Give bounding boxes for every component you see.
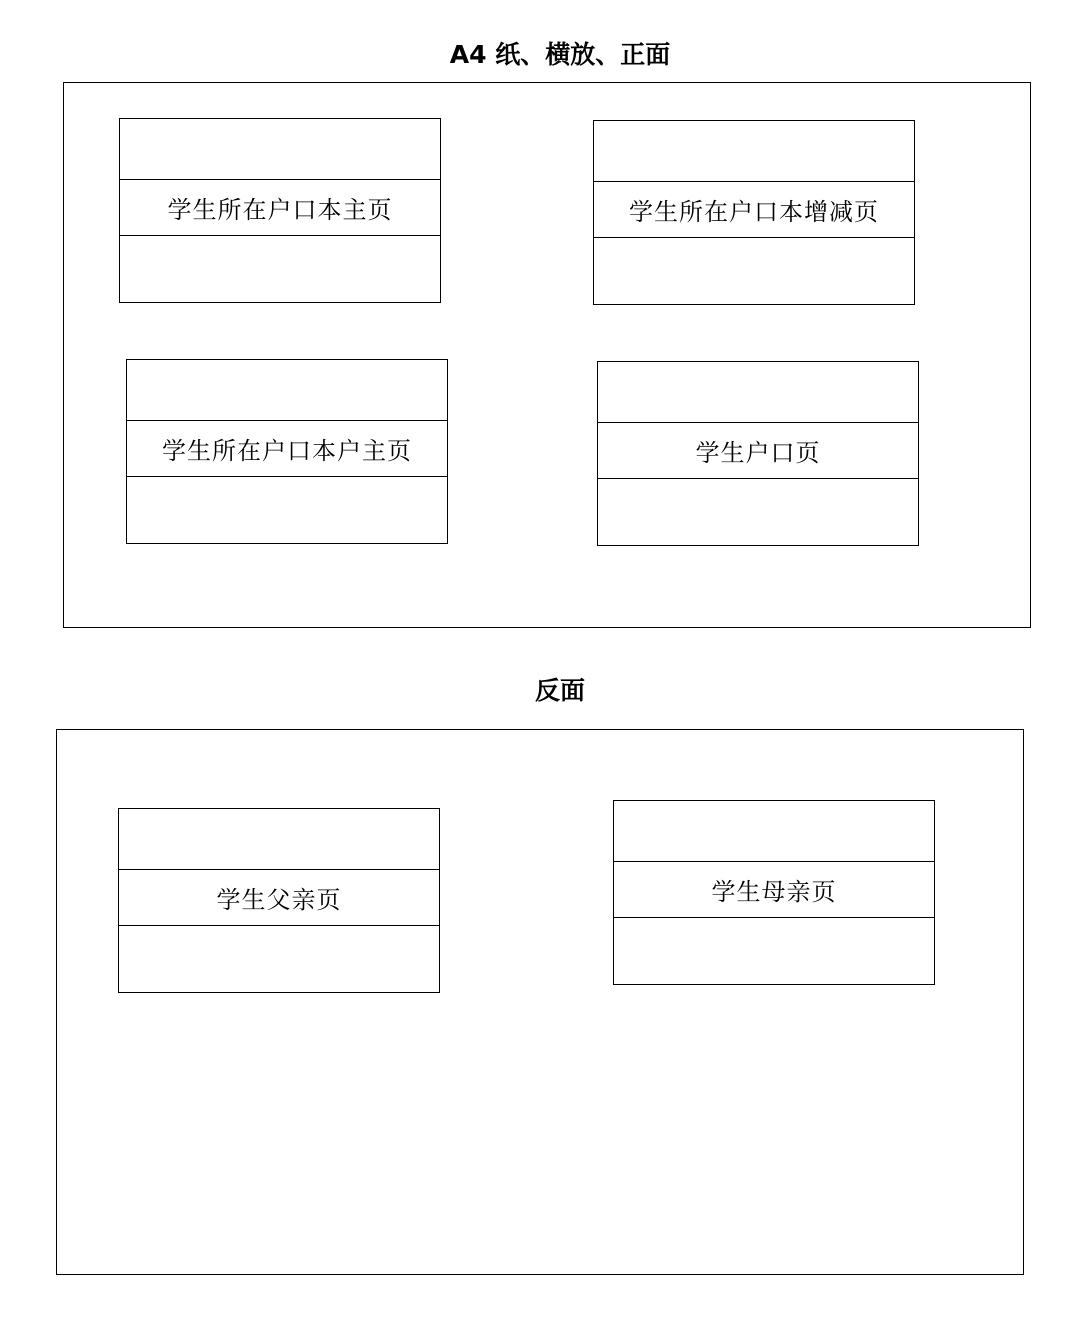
page-box-label: 学生所在户口本户主页 bbox=[162, 437, 412, 465]
page-box-label-band bbox=[119, 870, 439, 926]
front-side-title: A4 纸、横放、正面 bbox=[449, 40, 671, 69]
page-box-top-band bbox=[120, 119, 440, 180]
page-box-label: 学生所在户口本增减页 bbox=[629, 198, 879, 226]
front-sheet-outline bbox=[63, 82, 1031, 628]
page-box-label: 学生母亲页 bbox=[711, 878, 837, 906]
page-box-top-band bbox=[127, 360, 447, 421]
mother-page-box bbox=[613, 800, 935, 985]
back-side-title: 反面 bbox=[534, 676, 585, 705]
page-box-bottom-band bbox=[119, 926, 439, 992]
page-box-bottom-band bbox=[614, 918, 934, 984]
page-box-top-band bbox=[119, 809, 439, 870]
page-box-label: 学生户口页 bbox=[695, 439, 821, 467]
father-page-box bbox=[118, 808, 440, 993]
back-sheet-outline bbox=[56, 729, 1024, 1275]
page-box-bottom-band bbox=[127, 477, 447, 543]
hukou-main-page-box bbox=[119, 118, 441, 303]
page-box-top-band bbox=[594, 121, 914, 182]
hukou-householder-page-box bbox=[126, 359, 448, 544]
page-box-bottom-band bbox=[598, 479, 918, 545]
page-box-label-band bbox=[598, 423, 918, 479]
page-box-label-band bbox=[127, 421, 447, 477]
page-box-top-band bbox=[614, 801, 934, 862]
page-box-label-band bbox=[614, 862, 934, 918]
page-box-top-band bbox=[598, 362, 918, 423]
page-box-label: 学生所在户口本主页 bbox=[167, 196, 393, 224]
hukou-change-page-box bbox=[593, 120, 915, 305]
page-box-bottom-band bbox=[594, 238, 914, 304]
page-box-label: 学生父亲页 bbox=[216, 886, 342, 914]
student-hukou-page-box bbox=[597, 361, 919, 546]
page-box-label-band bbox=[594, 182, 914, 238]
page-box-label-band bbox=[120, 180, 440, 236]
page-box-bottom-band bbox=[120, 236, 440, 302]
